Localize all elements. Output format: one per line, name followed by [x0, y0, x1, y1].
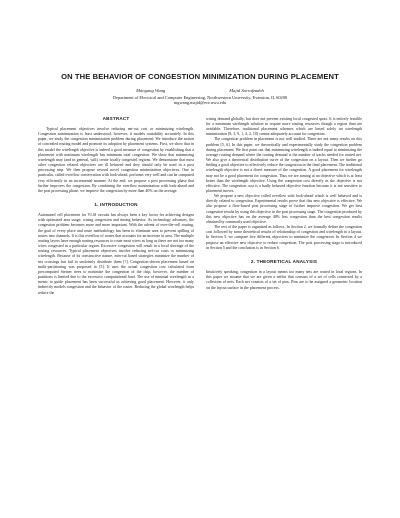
abstract-paragraph: Typical placement objectives involve reducing net-cut cost or minimizing wirelength. Congestion minimization is least understood, however, it models routability accurately. In this paper, we study the congestion minimization problem during placement. We introduce the notion of concealed routing model and promote its adoption by placement systems. First, we show that in this model the wirelength objective is indeed a good measure of congestion by establishing that a placement with minimum wirelength has minimum total congestion. We show that minimizing wirelength may (and in general, will) create locally congested regions. We demonstrate that most other congestion related objectives are ill behaved and they should only be used in a post processing step. We then propose several novel congestion minimization objectives. One in particular, called overflow conservation with look-ahead, performs very well and can be computed very efficiently in an incremental manner. At the end, we propose a post processing phase that further improves the congestion. By combining the overflow minimization with look-ahead and the post processing phase, we improve the congestion by more than 40% on the average.	[38, 125, 194, 193]
author-name: Majid Sarrafzadeh	[229, 88, 264, 93]
abstract-heading: ABSTRACT	[102, 115, 130, 121]
introduction-continuation: wiring demand globally, but does not prevent existing local congested spots. It is entirely feasible for a minimum wirelength solution to require more routing resources though a region than are available. Therefore, traditional placement schemes which are based solely on wirelength minimization [8, 3, 9, 1, 4, 2, 10] cannot adequately account for congestion.	[206, 115, 362, 137]
theoretical-analysis-paragraph: Intuitively speaking, congestion in a layout means too many nets are routed in local regions. In this paper we assume that we are given a netlist that consists of a set of cells connected by a collection of nets. Each net consists of a set of pins. Pins are to be assigned a geometric location on the layout surface in the placement process.	[206, 269, 362, 290]
introduction-heading: 1. INTRODUCTION	[94, 202, 138, 207]
paper-title: ON THE BEHAVIOR OF CONGESTION MINIMIZATION DURING PLACEMENT	[61, 72, 339, 81]
affiliation-text: Department of Electrical and Computer Engineering, Northwestern University, Evanston, IL 60208	[112, 95, 288, 100]
author-name: Maogang Wang	[136, 88, 166, 93]
introduction-paragraph-4: The rest of the paper is organized as follows. In Section 2, we formally define the congestion cost followed by some theoretical results of relationship of congestion and wirelength in a layout. In Section 3, we compare five different objectives to minimize the congestion. In Section 4 we propose an effective new objective to reduce congestion. The post processing stage is introduced in Section 5 and the conclusion is in Section 6.	[206, 224, 362, 250]
right-column	[206, 116, 362, 295]
introduction-paragraph: Automated cell placement for VLSI circuits has always been a key factor for achieving designs with optimized area usage, wiring congestion and timing behavior. As technology advances, the congestion problem becomes more and more important. With the advent of over-the-cell routing, the goal of every place and route methodology has been to eliminate area to prevent spilling of routes into channels. It is this overflow of routes that accounts for an increase in area. The multiple routing layers have enough routing resources to route most wires as long as there are not too many wires congested in a particular region. Excessive congestion will result in a local shortage of the routing resources. Typical placement objectives involve reducing net-cut costs or minimizing wirelength. Because of its constructive nature, min-cut based strategies minimize the number of net crossings but fail to uniformly distribute them [?]. Congestion-driven placement based on multi-partitioning was proposed in [5]. It uses the actual congestion cost calculated from precomputed Steiner trees to minimize the congestion of the chip, however, the number of partitions is limited due to the excessive computational load. The use of minimal wirelength as a metric to guide placement has been successful in achieving good placement. However, it only indirectly models congestion and the behavior of the router. Reducing the global wirelength helps reduce the	[38, 212, 194, 295]
author-email: mgwang,majid@ece.nwu.edu	[173, 100, 227, 106]
left-column	[38, 116, 194, 295]
author-list	[38, 88, 362, 93]
introduction-paragraph-3: We propose a new objective called overflow with look-ahead which is well behaved and is directly related to congestion. Experimental results prove that this new objective is effective. We also propose a flow-based post processing stage to further improve congestion. We get best congestion results by using this objective in the post processing stage. The congestion produced by this new objective has on the average 40% less congestion than the best congestion results obtained by commonly used objective.	[206, 193, 362, 224]
body-columns	[38, 116, 362, 295]
theoretical-analysis-heading: 2. THEORETICAL ANALYSIS	[250, 258, 318, 264]
introduction-paragraph-2: The congestion problem in placement is not well studied. There are not many results on this problem [5, 6]. In this paper, we theoretically and experimentally study the congestion problem during placement. We first point out that minimizing wirelength is indeed equal to minimizing the average routing demand where the routing demand is the number of tracks needed for routed net. We also give a theoretical distribution curve of the congestion on a layout. Then we further go finding a good objective to effectively reduce the congestion in the final placement. The traditional wirelength objective is not a direct measure of the congestion. A good placement for wirelength may not be a good placement for congestion. Thus we are aiming at an objective which is at least better than the wirelength objective. Using the congestion cost directly as the objective is not effective. The congestion cost is a badly behaved objective function because it is not sensitive to placement moves.	[206, 136, 362, 193]
affiliation	[38, 95, 362, 106]
